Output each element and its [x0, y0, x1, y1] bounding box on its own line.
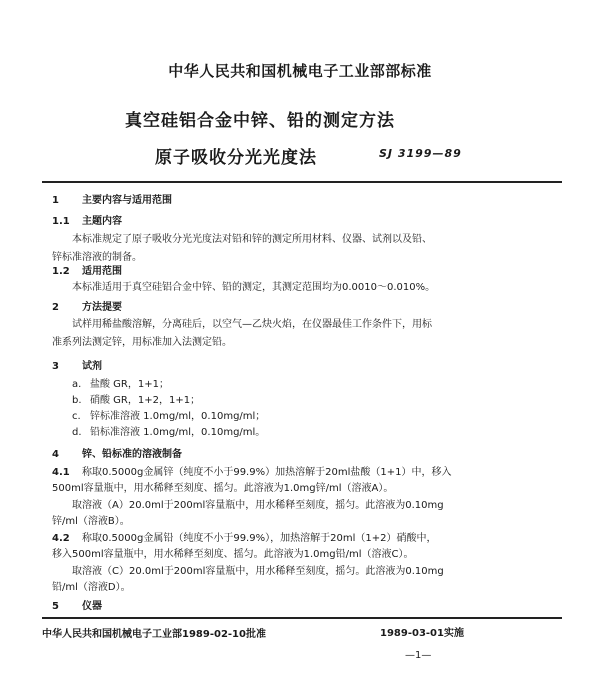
document-title: 真空硅铝合金中锌、铅的测定方法 [125, 111, 395, 131]
section-1-2-heading: 1.2 适用范围 [52, 266, 122, 277]
paragraph: 4.2 称取0.5000g金属铅（纯度不小于99.9%），加热溶解于20ml（1+2）硝酸中， [52, 533, 437, 544]
section-1-heading: 1 主要内容与适用范围 [52, 195, 172, 206]
ministry-header: 中华人民共和国机械电子工业部部标准 [168, 62, 432, 80]
paragraph: 准系列法测定锌，用标准加入法测定铅。 [52, 337, 232, 348]
paragraph: 取溶液（C）20.0ml于200ml容量瓶中，用水稀释至刻度，摇匀。此溶液为0.10mg [72, 566, 444, 577]
section-2-heading: 2 方法提要 [52, 302, 122, 313]
reagent-item: c. 锌标准溶液 1.0mg/ml，0.10mg/ml； [72, 411, 266, 422]
paragraph: 锌/ml（溶液B）。 [52, 516, 130, 527]
paragraph: 本标准规定了原子吸收分光光度法对铅和锌的测定所用材料、仪器、试剂以及铅、 [72, 234, 432, 245]
paragraph: 4.1 称取0.5000g金属锌（纯度不小于99.9%）加热溶解于20ml盐酸（1+1）中，移入 [52, 467, 452, 478]
bottom-rule [42, 617, 562, 619]
paragraph: 移入500ml容量瓶中，用水稀释至刻度、摇匀。此溶液为1.0mg铅/ml（溶液C）。 [52, 549, 414, 560]
top-rule [42, 181, 562, 183]
section-5-heading: 5 仪器 [52, 601, 102, 612]
effective-date: 1989-03-01实施 [380, 628, 464, 639]
section-1-1-heading: 1.1 主题内容 [52, 216, 122, 227]
paragraph: 本标准适用于真空硅铝合金中锌、铅的测定，其测定范围均为0.0010～0.010%。 [72, 282, 436, 293]
section-3-heading: 3 试剂 [52, 361, 102, 372]
reagent-item: b. 硝酸 GR，1+2，1+1； [72, 395, 201, 406]
reagent-item: a. 盐酸 GR，1+1； [72, 379, 169, 390]
paragraph: 锌标准溶液的制备。 [52, 252, 142, 263]
section-4-heading: 4 锌、铅标准的溶液制备 [52, 449, 182, 460]
paragraph: 铅/ml（溶液D）。 [52, 582, 131, 593]
page-number: —1— [405, 650, 432, 661]
paragraph: 取溶液（A）20.0ml于200ml容量瓶中，用水稀释至刻度，摇匀。此溶液为0.10mg [72, 500, 444, 511]
reagent-item: d. 铅标准溶液 1.0mg/ml，0.10mg/ml。 [72, 427, 266, 438]
paragraph: 500ml容量瓶中，用水稀释至刻度、摇匀。此溶液为1.0mg锌/ml（溶液A）。 [52, 483, 394, 494]
paragraph: 试样用稀盐酸溶解，分离硅后，以空气—乙炔火焰，在仪器最佳工作条件下，用标 [72, 319, 432, 330]
standard-number: SJ 3199—89 [379, 147, 462, 160]
document-subtitle: 原子吸收分光光度法 [155, 148, 317, 168]
approval-date: 中华人民共和国机械电子工业部1989-02-10批准 [42, 629, 266, 640]
